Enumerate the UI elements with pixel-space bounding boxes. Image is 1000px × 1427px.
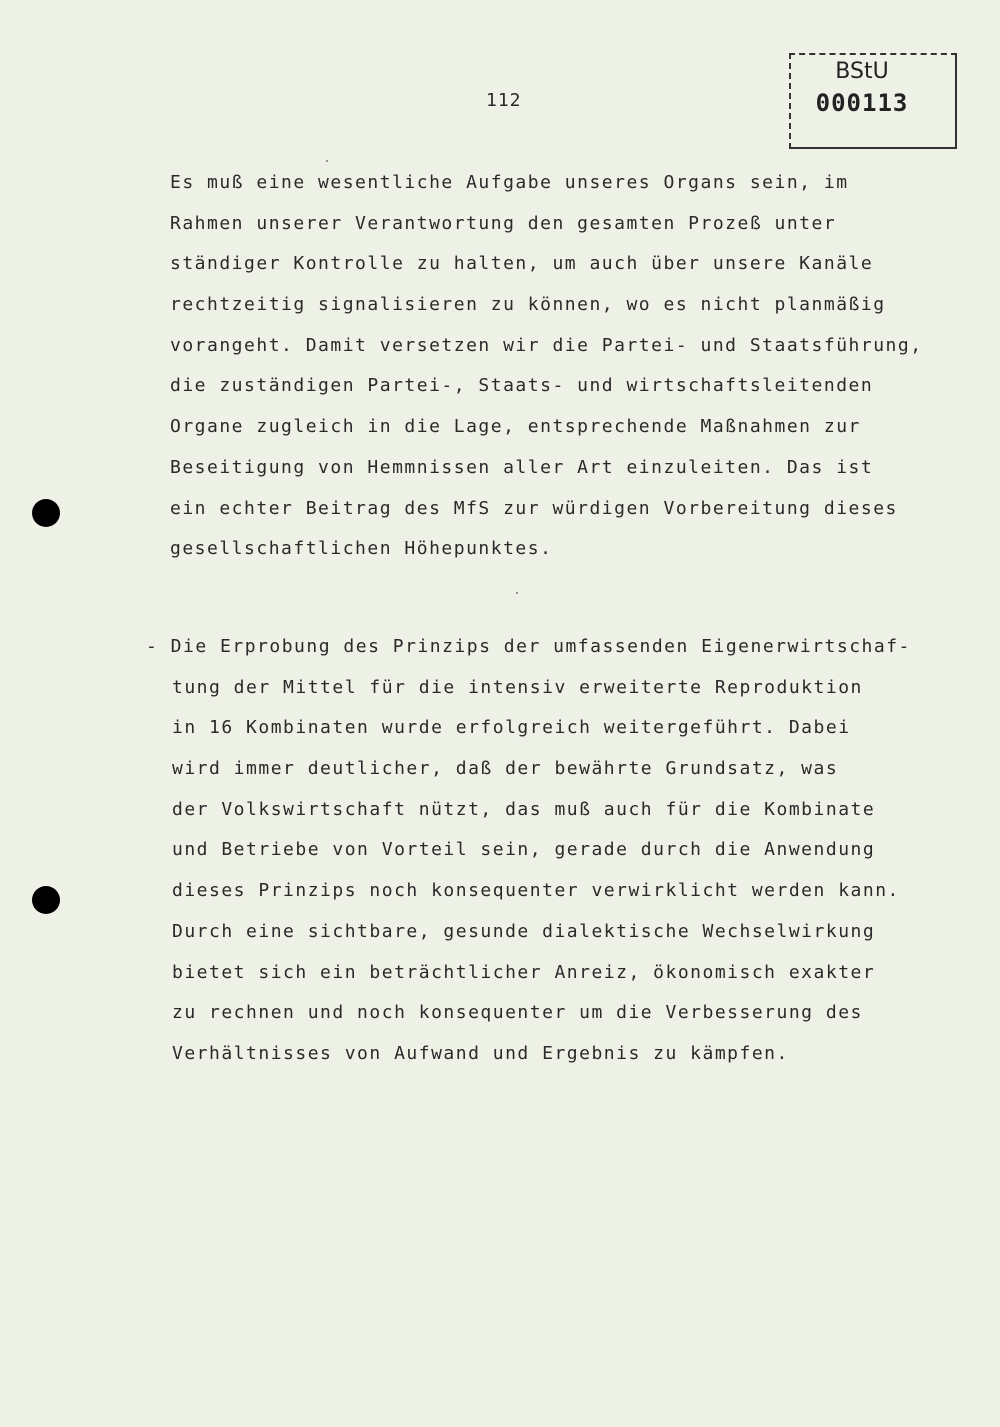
text-line: rechtzeitig signalisieren zu können, wo es nicht planmäßig bbox=[170, 294, 886, 316]
text-line: gesellschaftlichen Höhepunktes. bbox=[170, 538, 553, 560]
text-line: ein echter Beitrag des MfS zur würdigen Vorbereitung dieses bbox=[170, 497, 898, 519]
paragraph-1 bbox=[170, 163, 923, 570]
text-line: Es muß eine wesentliche Aufgabe unseres Organs sein, im bbox=[170, 172, 849, 193]
archive-stamp bbox=[789, 53, 957, 149]
punch-hole bbox=[32, 499, 60, 527]
text-line: dieses Prinzips noch konsequenter verwirklicht werden kann. bbox=[172, 880, 900, 902]
text-line: Durch eine sichtbare, gesunde dialektische Wechselwirkung bbox=[172, 920, 876, 942]
stamp-title: BStU bbox=[835, 59, 889, 84]
punch-hole bbox=[32, 886, 60, 914]
text-line: - Die Erprobung des Prinzips der umfassenden Eigenerwirtschaf- bbox=[146, 636, 911, 657]
text-line: der Volkswirtschaft nützt, das muß auch für die Kombinate bbox=[172, 798, 876, 820]
text-line: vorangeht. Damit versetzen wir die Partei- und Staatsführung, bbox=[170, 334, 923, 356]
text-line: Organe zugleich in die Lage, entsprechende Maßnahmen zur bbox=[170, 416, 861, 438]
text-line: tung der Mittel für die intensiv erweiterte Reproduktion bbox=[172, 676, 863, 698]
text-line: zu rechnen und noch konsequenter um die Verbesserung des bbox=[172, 1002, 863, 1024]
stamp-number: 000113 bbox=[815, 89, 909, 117]
text-line: Verhältnisses von Aufwand und Ergebnis zu kämpfen. bbox=[172, 1042, 789, 1064]
page-number: 112 bbox=[486, 90, 522, 111]
text-line: und Betriebe von Vorteil sein, gerade durch die Anwendung bbox=[172, 839, 876, 861]
text-line: in 16 Kombinaten wurde erfolgreich weitergeführt. Dabei bbox=[172, 717, 851, 739]
text-line: Rahmen unserer Verantwortung den gesamten Prozeß unter bbox=[170, 212, 837, 234]
paper-speck bbox=[516, 592, 518, 594]
text-line: wird immer deutlicher, daß der bewährte Grundsatz, was bbox=[172, 758, 839, 780]
paragraph-2 bbox=[146, 627, 911, 1075]
text-line: ständiger Kontrolle zu halten, um auch über unsere Kanäle bbox=[170, 253, 874, 275]
paper-speck bbox=[326, 160, 328, 162]
text-line: bietet sich ein beträchtlicher Anreiz, ökonomisch exakter bbox=[172, 961, 876, 983]
text-line: die zuständigen Partei-, Staats- und wirtschaftsleitenden bbox=[170, 375, 874, 397]
text-line: Beseitigung von Hemmnissen aller Art einzuleiten. Das ist bbox=[170, 456, 874, 478]
